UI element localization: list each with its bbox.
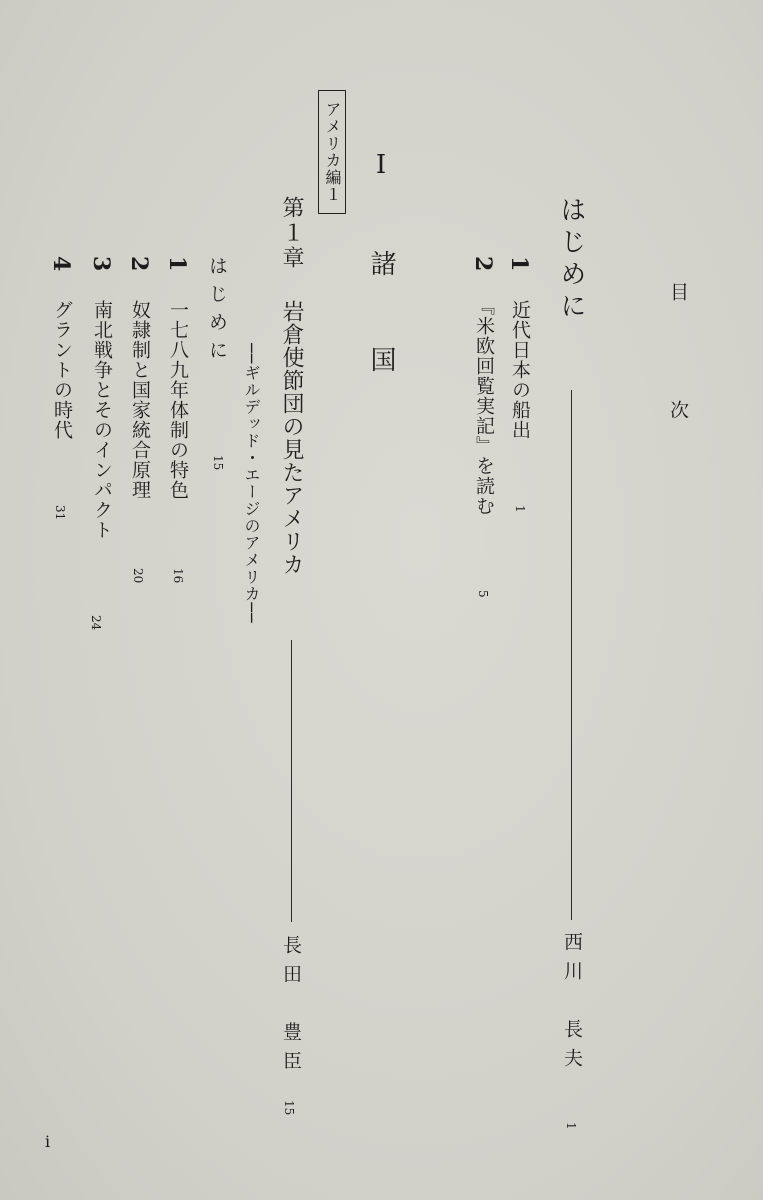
intro-heading: はじめに [556,196,586,324]
chapter-item-3-page: 24 [89,615,103,631]
chapter-item-2-number: 2 [126,256,152,272]
chapter-label: 第１章 [279,196,304,271]
intro-item-2-page: 5 [476,590,490,598]
toc-title: 目 次 [667,282,689,459]
intro-item-1-number: 1 [506,256,532,272]
chapter-item-2-text: 奴隷制と国家統合原理 [129,300,151,500]
chapter-item-2-page: 20 [131,568,145,584]
intro-item-2-number: 2 [470,256,496,272]
chapter-author: 長田 豊臣 [280,935,302,1080]
chapter-item-3-number: 3 [88,256,114,272]
intro-leader-rule [571,390,572,920]
chapter-subtitle: ──ギルデッド・エージのアメリカ── [242,343,261,624]
chapter-item-4-number: 4 [48,256,74,272]
chapter-item-4-text: グラントの時代 [51,300,73,440]
chapter-item-1-number: 1 [164,256,190,272]
part-box-label: アメリカ編１ [318,90,346,214]
intro-item-1-page: 1 [513,505,527,513]
part-heading: Ⅰ 諸 国 [366,150,396,394]
chapter-item-1-text: 一七八九年体制の特色 [167,300,189,500]
intro-author: 西川 長夫 [561,932,583,1077]
intro-item-1-text: 近代日本の船出 [509,300,531,440]
chapter-leader-rule [291,640,292,922]
chapter-item-intro-text: はじめに [206,256,228,368]
chapter-page: 15 [282,1100,296,1116]
page-folio: i [45,1132,51,1151]
intro-page: 1 [564,1122,578,1130]
chapter-title: 岩倉使節団の見たアメリカ [279,300,304,576]
chapter-item-3-text: 南北戦争とそのインパクト [91,300,113,540]
chapter-item-intro-page: 15 [211,455,225,471]
intro-item-2-text: 『米欧回覧実記』を読む [473,296,495,516]
chapter-item-4-page: 31 [53,505,67,521]
chapter-item-1-page: 16 [171,568,185,584]
